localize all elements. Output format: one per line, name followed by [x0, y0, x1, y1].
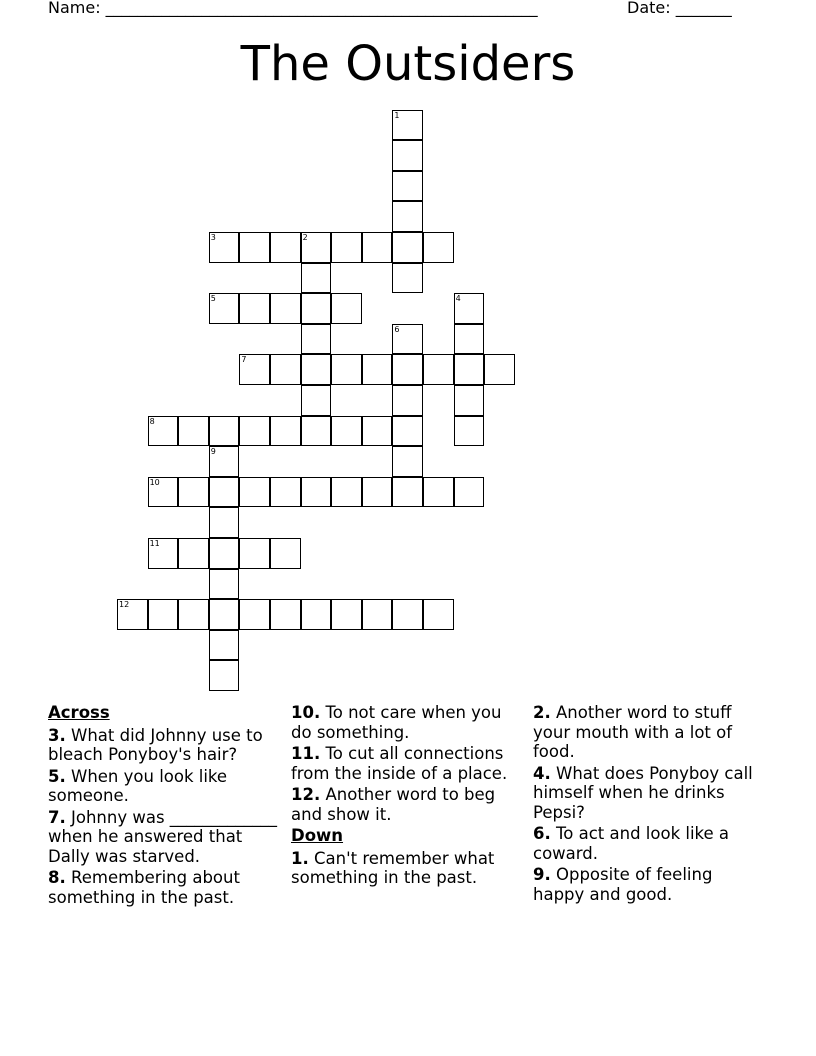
crossword-cell[interactable] [392, 171, 423, 202]
crossword-cell[interactable] [392, 201, 423, 232]
clue-number: 2 [302, 233, 308, 242]
crossword-cell[interactable] [454, 293, 485, 324]
down-clue: 4. What does Ponyboy call himself when he drinks Pepsi? [533, 763, 753, 822]
crossword-cell[interactable] [301, 599, 332, 630]
crossword-cell[interactable] [209, 569, 240, 600]
crossword-cell[interactable] [362, 416, 393, 447]
clue-number: 7 [241, 355, 247, 365]
crossword-cell[interactable] [239, 538, 270, 569]
clue-number: 9 [210, 447, 216, 457]
crossword-cell[interactable] [392, 477, 423, 508]
down-clue: 2. Another word to stuff your mouth with a lot of food. [533, 703, 733, 761]
down-clue: 9. Opposite of feeling happy and good. [533, 865, 713, 904]
crossword-cell[interactable] [392, 446, 423, 477]
down-heading: Down [291, 826, 344, 845]
crossword-cell[interactable] [362, 354, 393, 385]
crossword-cell[interactable] [331, 416, 362, 447]
clue-number: 11 [149, 539, 160, 548]
crossword-cell[interactable] [484, 354, 515, 385]
crossword-cell[interactable] [148, 599, 179, 630]
crossword-cell[interactable] [178, 416, 209, 447]
clue-number: 4 [455, 294, 461, 304]
crossword-cell[interactable] [239, 416, 270, 447]
clue-number: 6 [394, 324, 400, 334]
crossword-cell[interactable] [209, 599, 240, 630]
crossword-cell[interactable] [423, 599, 454, 630]
crossword-cell[interactable] [362, 232, 393, 263]
crossword-cell[interactable] [148, 416, 179, 447]
crossword-cell[interactable] [301, 354, 332, 385]
crossword-cell[interactable] [270, 416, 301, 447]
crossword-cell[interactable] [270, 232, 301, 263]
clue-column-1 [48, 703, 278, 909]
crossword-cell[interactable] [331, 477, 362, 508]
crossword-cell[interactable] [454, 354, 485, 385]
across-heading: Across [48, 703, 110, 722]
crossword-cell[interactable] [301, 263, 332, 294]
crossword-cell[interactable] [392, 110, 423, 141]
crossword-cell[interactable] [178, 538, 209, 569]
crossword-cell[interactable] [392, 140, 423, 171]
crossword-cell[interactable] [148, 477, 179, 508]
across-clue: 3. What did Johnny use to bleach Ponyboy's hair? [48, 725, 263, 764]
across-clue: 7. Johnny was _____________ when he answered that Dally was starved. [48, 807, 278, 866]
crossword-cell[interactable] [209, 293, 240, 324]
crossword-cell[interactable] [270, 354, 301, 385]
crossword-cell[interactable] [209, 538, 240, 569]
crossword-cell[interactable] [117, 599, 148, 630]
crossword-cell[interactable] [392, 599, 423, 630]
crossword-cell[interactable] [392, 416, 423, 447]
clue-number: 8 [149, 416, 155, 426]
crossword-cell[interactable] [423, 477, 454, 508]
crossword-cell[interactable] [392, 263, 423, 294]
crossword-cell[interactable] [148, 538, 179, 569]
crossword-cell[interactable] [331, 354, 362, 385]
clue-column-3 [533, 703, 758, 906]
crossword-cell[interactable] [301, 477, 332, 508]
crossword-cell[interactable] [209, 477, 240, 508]
date-field[interactable]: Date: _______ [627, 0, 732, 17]
clue-number: 3 [210, 233, 216, 242]
crossword-cell[interactable] [301, 385, 332, 416]
across-clue: 12. Another word to beg and show it. [291, 785, 496, 824]
crossword-cell[interactable] [331, 293, 362, 324]
crossword-cell[interactable] [209, 630, 240, 661]
crossword-cell[interactable] [392, 232, 423, 263]
crossword-cell[interactable] [423, 354, 454, 385]
crossword-cell[interactable] [209, 416, 240, 447]
crossword-cell[interactable] [454, 416, 485, 447]
crossword-cell[interactable] [331, 232, 362, 263]
clue-number: 12 [119, 600, 130, 610]
crossword-cell[interactable] [392, 354, 423, 385]
crossword-cell[interactable] [362, 599, 393, 630]
across-clue: 8. Remembering about something in the past. [48, 868, 240, 907]
across-clue: 5. When you look like someone. [48, 766, 228, 805]
across-clue: 10. To not care when you do something. [291, 703, 502, 742]
crossword-cell[interactable] [239, 599, 270, 630]
down-clue: 1. Can't remember what something in the past. [291, 848, 495, 887]
crossword-cell[interactable] [392, 324, 423, 355]
crossword-cell[interactable] [239, 477, 270, 508]
clue-number: 10 [149, 477, 160, 487]
crossword-cell[interactable] [178, 599, 209, 630]
down-clue: 6. To act and look like a coward. [533, 824, 730, 863]
crossword-cell[interactable] [270, 538, 301, 569]
crossword-cell[interactable] [301, 324, 332, 355]
crossword-cell[interactable] [301, 293, 332, 324]
crossword-cell[interactable] [454, 385, 485, 416]
crossword-cell[interactable] [454, 324, 485, 355]
clue-number: 5 [210, 294, 216, 304]
crossword-cell[interactable] [392, 385, 423, 416]
clue-column-2 [291, 703, 521, 890]
crossword-cell[interactable] [239, 354, 270, 385]
crossword-cell[interactable] [209, 446, 240, 477]
crossword-cell[interactable] [209, 507, 240, 538]
crossword-cell[interactable] [178, 477, 209, 508]
crossword-cell[interactable] [270, 293, 301, 324]
crossword-cell[interactable] [209, 232, 240, 263]
crossword-cell[interactable] [270, 477, 301, 508]
page-title: The Outsiders [240, 36, 576, 92]
crossword-cell[interactable] [423, 232, 454, 263]
crossword-cell[interactable] [239, 293, 270, 324]
crossword-cell[interactable] [301, 416, 332, 447]
crossword-cell[interactable] [239, 232, 270, 263]
crossword-cell[interactable] [331, 599, 362, 630]
crossword-cell[interactable] [362, 477, 393, 508]
across-clue: 11. To cut all connections from the inside of a place. [291, 744, 508, 783]
crossword-cell[interactable] [270, 599, 301, 630]
crossword-cell[interactable] [209, 660, 240, 691]
name-field[interactable]: Name: ______________________________________________________ [48, 0, 538, 17]
clue-number: 1 [394, 110, 400, 120]
crossword-cell[interactable] [301, 232, 332, 263]
crossword-cell[interactable] [454, 477, 485, 508]
